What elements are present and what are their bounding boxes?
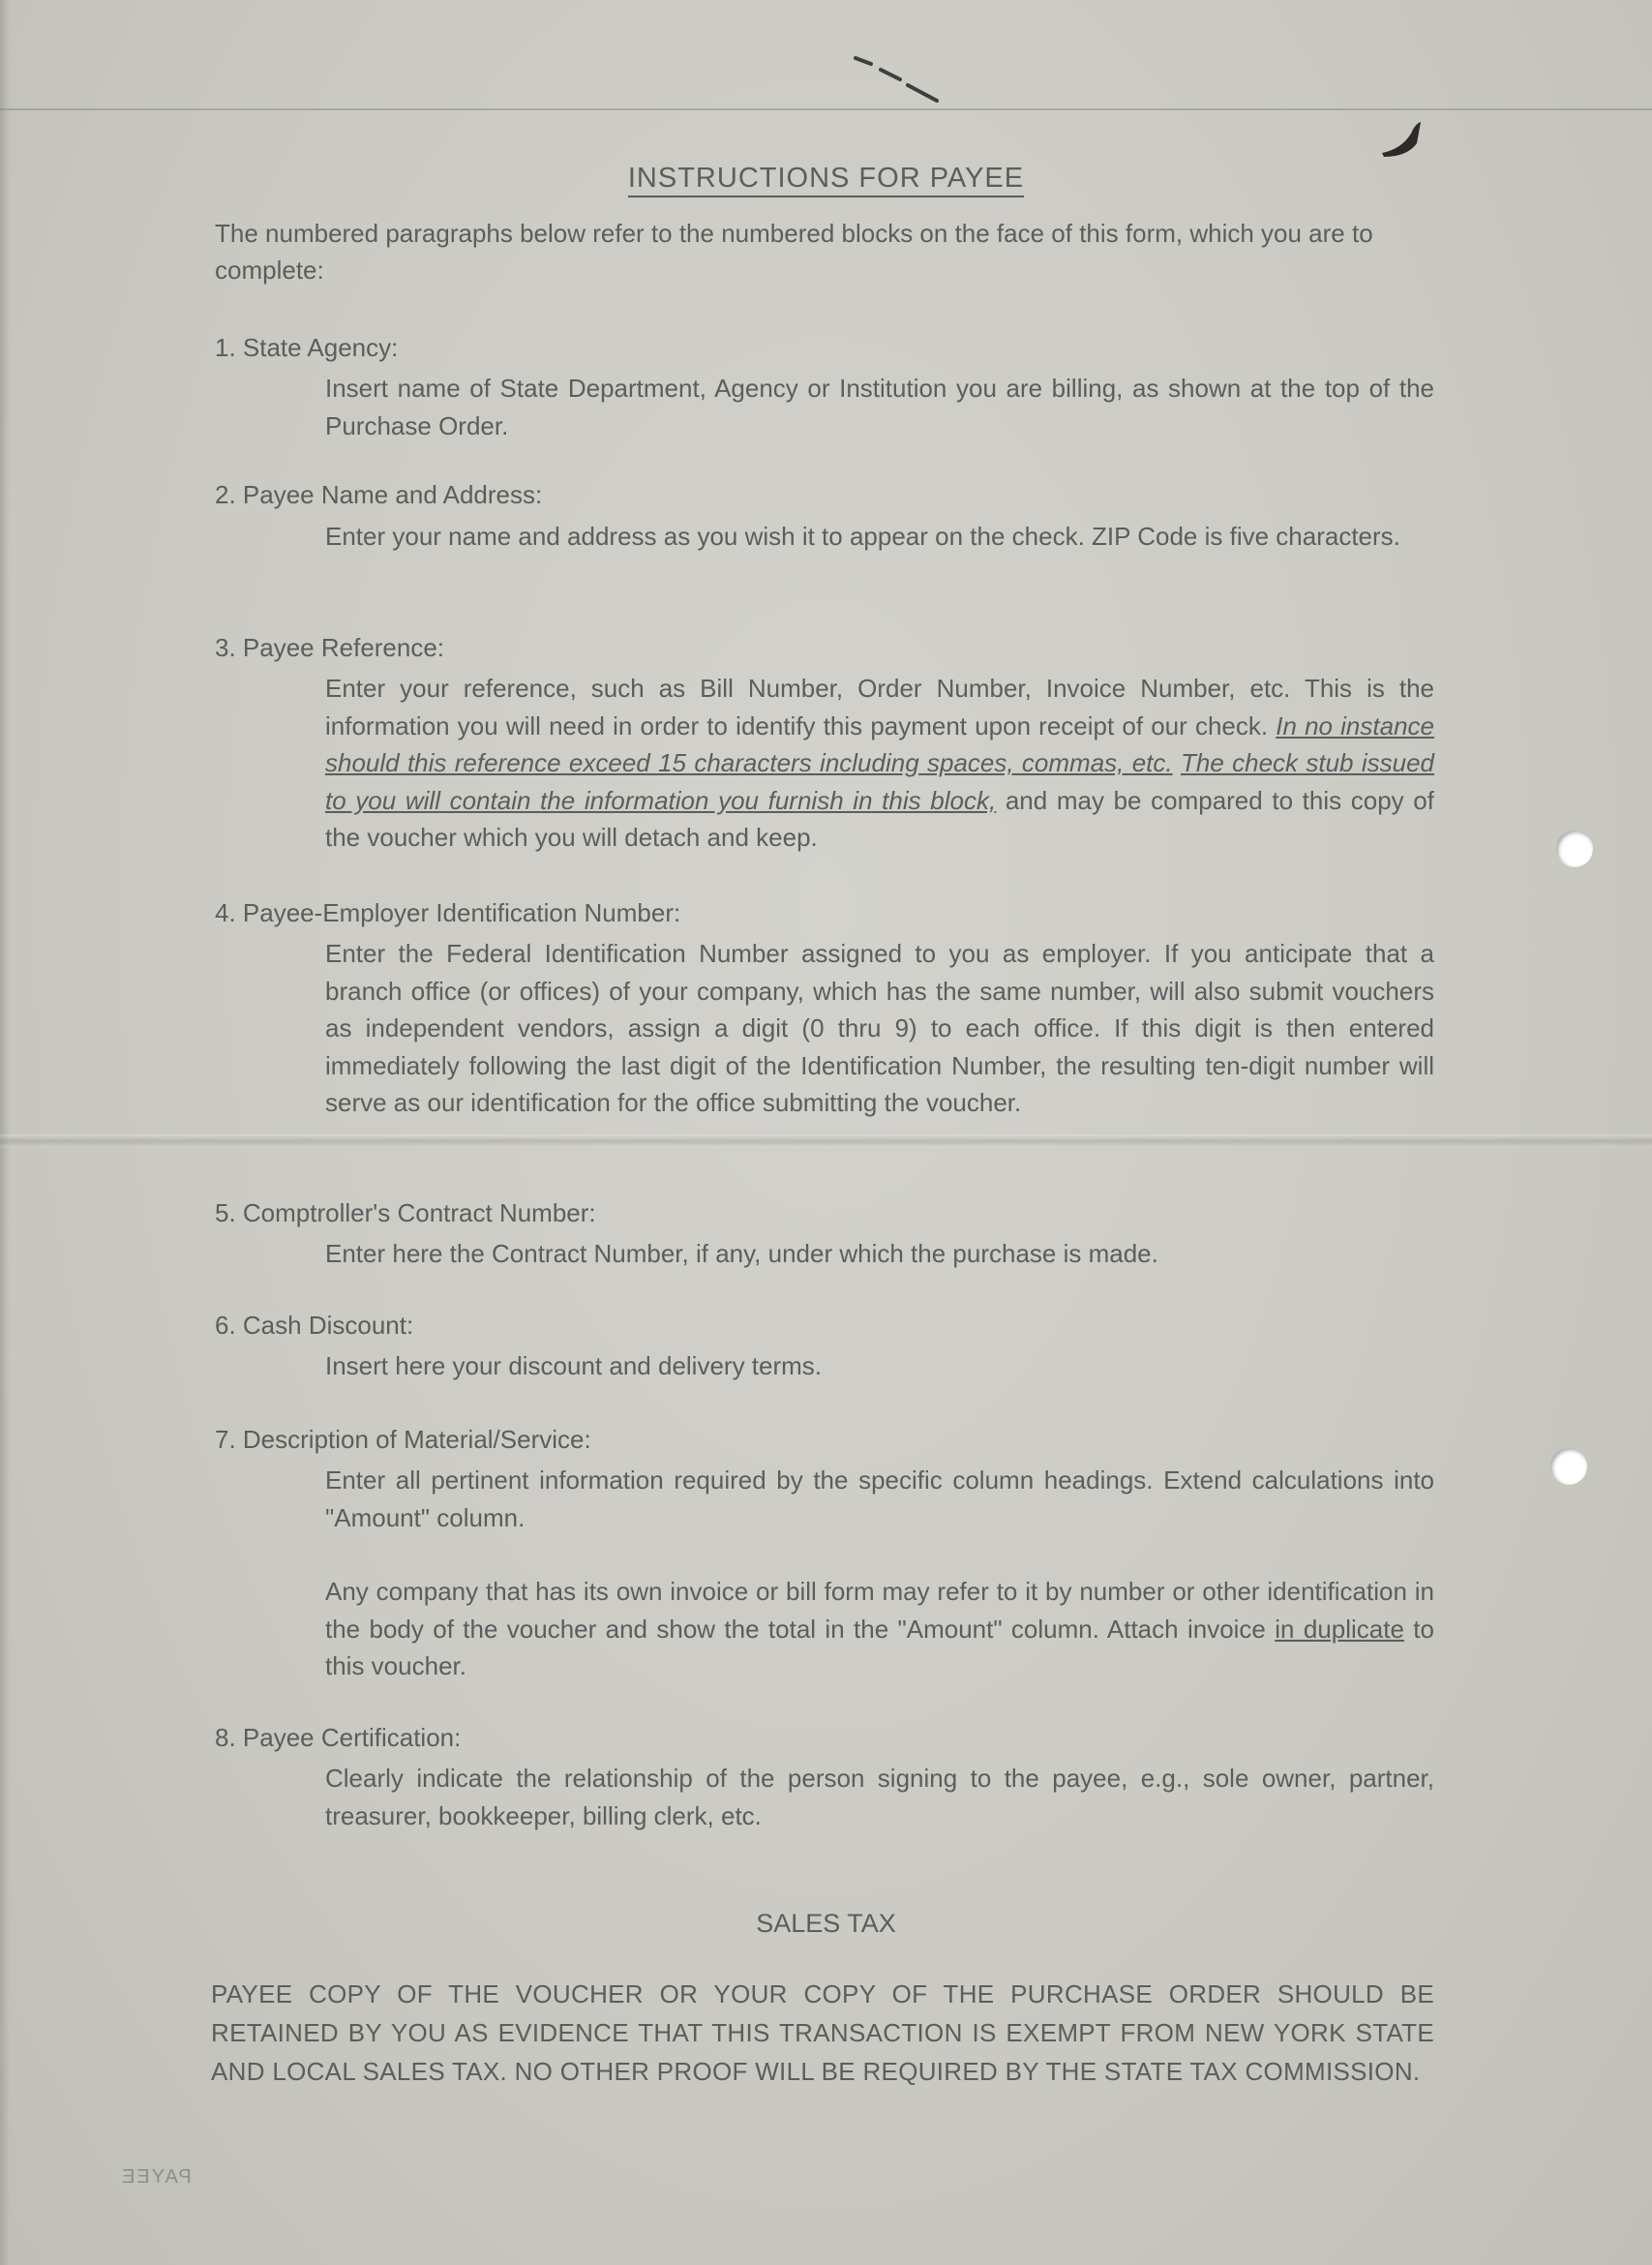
punch-hole-top (1556, 830, 1593, 867)
ink-smudge-mark (852, 50, 948, 108)
item-7-body-2 (325, 1573, 1434, 1685)
item-8-heading: 8. Payee Certification: (215, 1723, 462, 1752)
item-6-text: Insert here your discount and delivery terms. (325, 1351, 823, 1380)
item-5-body (325, 1235, 1434, 1273)
middle-fold-crease (0, 1134, 1652, 1148)
item-7-text: Enter all pertinent information required by the specific column headings. Extend calculations into "Amount" column. (325, 1465, 1434, 1532)
item-7-text-2-part1: Any company that has its own invoice or bill form may refer to it by number or other identification in the body of the voucher and show the total in the "Amount" column. Attach invoice (325, 1577, 1434, 1644)
top-fold-crease (0, 108, 1652, 110)
sales-tax-paragraph: PAYEE COPY OF THE VOUCHER OR YOUR COPY OF THE PURCHASE ORDER SHOULD BE RETAINED BY YOU AS EVIDENCE THAT THIS TRANSACTION IS EXEMPT FROM NEW YORK STATE AND LOCAL SALES TAX. NO OTHER PROOF WILL BE REQUIRED BY THE STATE TAX COMMISSION. (211, 1979, 1434, 2086)
item-3-text (325, 670, 1434, 857)
item-3-stub-note: The check stub issued to you will contain the information you furnish in this block, (325, 748, 1434, 815)
item-4-text: Enter the Federal Identification Number assigned to you as employer. If you anticipate that a branch office (or offices) of your company, which has the same number, will also submit vouchers as independent vendors, assign a digit (0 thru 9) to each office. If this digit is then entered immediately following the last digit of the Identification Number, the resulting ten-digit number will serve as our identification for the office submitting the voucher. (325, 939, 1434, 1117)
item-6-heading: 6. Cash Discount: (215, 1311, 414, 1340)
item-6-body (325, 1347, 1434, 1385)
bleed-through-stamp: PAYEE (120, 2166, 192, 2188)
intro-paragraph: The numbered paragraphs below refer to the numbered blocks on the face of this form, which you are to complete: (215, 219, 1373, 285)
item-3-heading: 3. Payee Reference: (215, 633, 445, 662)
item-2-body (325, 518, 1434, 556)
item-4-heading: 4. Payee-Employer Identification Number: (215, 898, 681, 927)
punch-hole-bottom (1550, 1448, 1587, 1485)
item-1-text: Insert name of State Department, Agency or Institution you are billing, as shown at the top of the Purchase Order. (325, 374, 1434, 440)
item-4-body (325, 935, 1434, 1122)
item-3-limit-note: In no instance should this reference exceed 15 characters including spaces, commas, etc. (325, 710, 1434, 777)
item-5-text: Enter here the Contract Number, if any, under which the purchase is made. (325, 1239, 1158, 1268)
item-2-heading: 2. Payee Name and Address: (215, 480, 543, 509)
item-7-duplicate-note: in duplicate (1275, 1614, 1404, 1644)
item-2-text: Enter your name and address as you wish it to appear on the check. ZIP Code is five characters. (325, 522, 1400, 551)
item-8-body (325, 1760, 1434, 1834)
item-7-body (325, 1462, 1434, 1536)
item-7-text-2 (325, 1573, 1434, 1685)
item-8-text: Clearly indicate the relationship of the person signing to the payee, e.g., sole owner, partner, treasurer, bookkeeper, billing clerk, etc. (325, 1764, 1434, 1830)
sales-tax-heading: SALES TAX (756, 1909, 896, 1938)
item-7-text-2-part2: to this voucher. (325, 1614, 1434, 1680)
item-1-heading: 1. State Agency: (215, 333, 399, 362)
item-5-heading: 5. Comptroller's Contract Number: (215, 1198, 596, 1227)
tear-mark (1372, 114, 1430, 163)
document-title: INSTRUCTIONS FOR PAYEE (0, 163, 1652, 195)
item-3-text-part2: and may be compared to this copy of the voucher which you will detach and keep. (325, 785, 1434, 852)
item-7-heading: 7. Description of Material/Service: (215, 1425, 591, 1454)
item-1-body (325, 370, 1434, 444)
item-3-body (325, 670, 1434, 857)
item-3-text-part1: Enter your reference, such as Bill Number, Order Number, Invoice Number, etc. This is the information you will need in order to identify this payment upon receipt of our check. (325, 674, 1434, 740)
